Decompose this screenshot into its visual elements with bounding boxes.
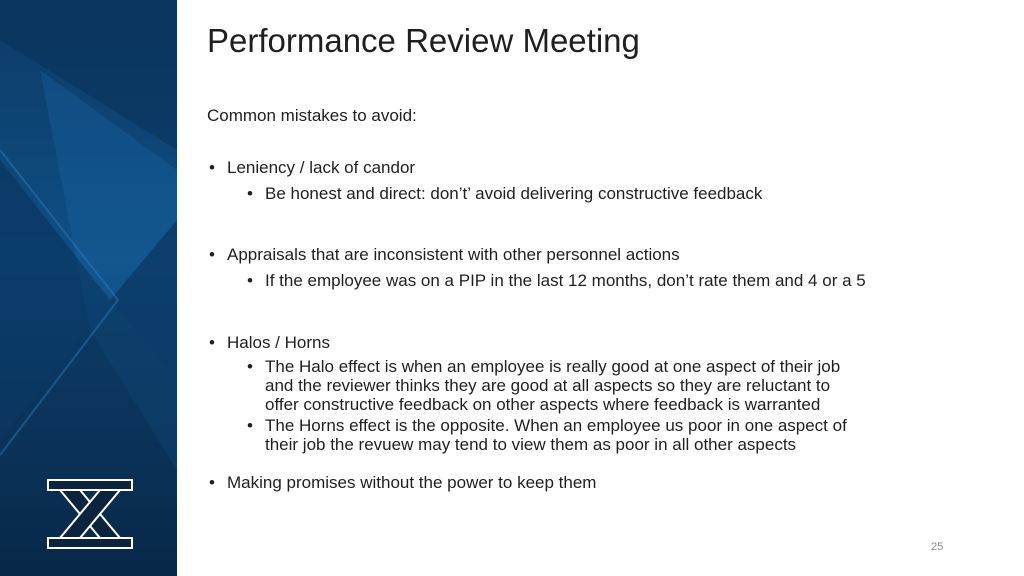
- sub-bullet-text: If the employee was on a PIP in the last 12 months, don’t rate them and 4 or a 5: [265, 271, 866, 290]
- sub-bullet-text: Be honest and direct: don’t’ avoid delivering constructive feedback: [265, 184, 763, 203]
- xavier-x-logo: [46, 478, 134, 550]
- sub-bullet-line: The Halo effect is when an employee is really good at one aspect of their job: [265, 357, 841, 376]
- sub-bullet-line: and the reviewer thinks they are good at all aspects so they are reluctant to: [265, 376, 831, 395]
- bullet-dot: •: [247, 416, 253, 435]
- bullet-dot: •: [247, 184, 253, 203]
- bullet-item: [209, 245, 680, 265]
- bullet-dot: •: [209, 158, 215, 177]
- bullet-item: [209, 158, 416, 178]
- sub-bullet-line: offer constructive feedback on other aspects where feedback is warranted: [265, 395, 821, 414]
- bullet-item: [209, 473, 597, 493]
- sub-bullet-item: [247, 416, 847, 454]
- bullet-dot: •: [247, 357, 253, 376]
- sub-bullet-item: [247, 357, 841, 414]
- bullet-text: Making promises without the power to keep them: [227, 473, 597, 492]
- bullet-dot: •: [209, 473, 215, 492]
- bullet-item: [209, 333, 330, 353]
- page-number: 25: [931, 541, 944, 553]
- sub-bullet-line: their job the revuew may tend to view them as poor in all other aspects: [265, 435, 797, 454]
- bullet-text: Halos / Horns: [227, 333, 330, 352]
- slide-content: [177, 0, 1024, 576]
- slide-title: Performance Review Meeting: [207, 22, 640, 59]
- bullet-dot: •: [209, 245, 215, 264]
- sub-bullet-line: The Horns effect is the opposite. When an employee us poor in one aspect of: [265, 416, 847, 435]
- sub-bullet-item: [247, 184, 763, 204]
- sidebar-decoration: [0, 0, 177, 576]
- intro-text: Common mistakes to avoid:: [207, 106, 417, 125]
- sub-bullet-item: [247, 271, 866, 291]
- bullet-text: Leniency / lack of candor: [227, 158, 416, 177]
- bullet-text: Appraisals that are inconsistent with other personnel actions: [227, 245, 680, 264]
- bullet-dot: •: [247, 271, 253, 290]
- bullet-dot: •: [209, 333, 215, 352]
